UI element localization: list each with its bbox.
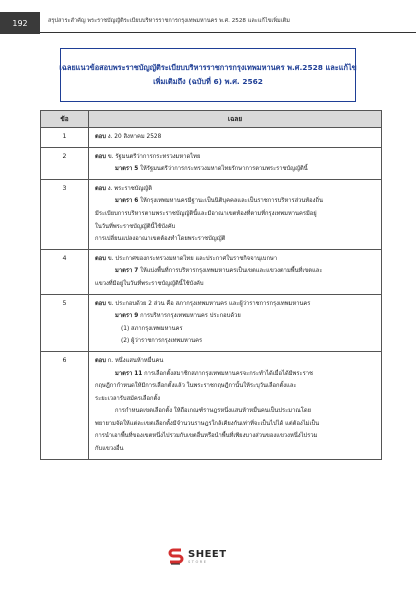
- answer-label: ตอบ: [95, 255, 106, 262]
- question-number: 3: [41, 179, 89, 249]
- page-header: [0, 12, 416, 34]
- answer-line: [95, 131, 375, 144]
- answer-text: ข. รัฐมนตรีว่าการกระทรวงมหาดไทย: [107, 153, 201, 160]
- table-row: [41, 351, 382, 459]
- answer-text: แขวงที่มีอยู่ในวันที่พระราชบัญญัตินี้ใช้บังคับ: [95, 280, 204, 287]
- answer-label: มาตรา 5: [115, 166, 139, 173]
- table-row: [41, 147, 382, 179]
- answer-text: ให้รัฐมนตรีว่าการกระทรวงมหาดไทยรักษาการตามพระราชบัญญัตินี้: [138, 166, 308, 173]
- question-number: 6: [41, 351, 89, 459]
- answer-line: [95, 163, 375, 176]
- question-number: 2: [41, 147, 89, 179]
- header-rule: [40, 32, 416, 33]
- answer-text: พยายามจัดให้แต่ละเขตเลือกตั้งมีจำนวนราษฎรใกล้เคียงกันเท่าที่จะเป็นไปได้ แต่ต้องไม่เป็น: [95, 420, 320, 427]
- answer-text: การเลือกตั้งสมาชิกสภากรุงเทพมหานครจะกระทำได้เมื่อได้มีพระราช: [142, 370, 313, 377]
- answer-line: [95, 278, 375, 291]
- answer-text: ให้แบ่งพื้นที่การบริหารกรุงเทพมหานครเป็นเขตและแขวงตามพื้นที่เขตและ: [138, 268, 323, 275]
- answer-label: มาตรา 6: [115, 198, 139, 205]
- answer-text: (2) ผู้ว่าราชการกรุงเทพมหานคร: [121, 338, 203, 345]
- answer-label: ตอบ: [95, 357, 106, 364]
- sheet-store-logo: [168, 546, 258, 568]
- answer-text: ข. ประกอบด้วย 2 ส่วน คือ สภากรุงเทพมหานคร และผู้ว่าราชการกรุงเทพมหานคร: [107, 300, 311, 307]
- answer-text: ก. หนึ่งแสนห้าหมื่นคน: [107, 357, 164, 364]
- title-line-2: เพิ่มเติมถึง (ฉบับที่ 6) พ.ศ. 2562: [153, 77, 263, 86]
- answer-line: [95, 233, 375, 246]
- answer-line: [95, 183, 375, 196]
- answer-line: [95, 298, 375, 311]
- answer-text: (1) สภากรุงเทพมหานคร: [121, 325, 183, 332]
- answer-line: [95, 221, 375, 234]
- answer-cell: [89, 128, 382, 148]
- question-number: 5: [41, 294, 89, 351]
- answer-text: ง. 20 สิงหาคม 2528: [107, 134, 162, 140]
- answer-line: [95, 195, 375, 208]
- logo-subtitle: STORE: [188, 560, 208, 564]
- answer-line: [95, 393, 375, 406]
- answer-line: [95, 405, 375, 418]
- answer-cell: [89, 294, 382, 351]
- table-row: [41, 294, 382, 351]
- answer-line: [95, 265, 375, 278]
- column-header-no: ข้อ: [41, 111, 89, 128]
- table-row: [41, 179, 382, 249]
- answer-label: ตอบ: [95, 153, 106, 160]
- page-number: 192: [0, 12, 40, 34]
- answer-line: [95, 430, 375, 443]
- answer-table: [40, 110, 382, 460]
- answer-text: ข. ประกาศของกระทรวงมหาดไทย และประกาศในราชกิจจานุเบกษา: [107, 255, 278, 262]
- answer-line: [95, 355, 375, 368]
- question-number: 1: [41, 128, 89, 148]
- question-number: 4: [41, 249, 89, 294]
- logo-s-icon: [168, 548, 184, 566]
- answer-label: มาตรา 9: [115, 313, 139, 320]
- answer-text: ให้กรุงเทพมหานครมีฐานะเป็นนิติบุคคลและเป็นราชการบริหารส่วนท้องถิ่น: [138, 198, 323, 205]
- answer-key-title-box: [60, 48, 356, 102]
- answer-label: ตอบ: [95, 134, 106, 140]
- answer-line: [95, 380, 375, 393]
- answer-line: [95, 310, 375, 323]
- answer-text: ในวันที่พระราชบัญญัตินี้ใช้บังคับ: [95, 223, 176, 230]
- answer-line: [95, 368, 375, 381]
- answer-cell: [89, 249, 382, 294]
- answer-label: ตอบ: [95, 185, 106, 192]
- logo-name: SHEET: [188, 549, 227, 560]
- table-row: [41, 249, 382, 294]
- title-line-1: เฉลยแนวข้อสอบพระราชบัญญัติระเบียบบริหารราชการกรุงเทพมหานคร พ.ศ.2528 และแก้ไข: [59, 63, 357, 72]
- answer-line: [95, 443, 375, 456]
- answer-text: การกำหนดเขตเลือกตั้ง ให้ถือเกณฑ์ราษฎรหนึ่งแสนห้าหมื่นคนเป็นประมาณโดย: [115, 408, 312, 415]
- answer-label: ตอบ: [95, 300, 106, 307]
- answer-line: [95, 323, 375, 336]
- answer-text: การนำเอาพื้นที่ของเขตหนึ่งไปรวมกับเขตอื่นหรือนำพื้นที่เพียงบางส่วนของแขวงหนึ่งไปรวม: [95, 433, 318, 440]
- answer-line: [95, 418, 375, 431]
- table-row: [41, 128, 382, 148]
- answer-label: มาตรา 11: [115, 370, 143, 377]
- answer-cell: [89, 179, 382, 249]
- answer-line: [95, 253, 375, 266]
- answer-cell: [89, 351, 382, 459]
- answer-text: กฤษฎีกากำหนดให้มีการเลือกตั้งแล้ว ในพระราชกฤษฎีกานั้นให้ระบุวันเลือกตั้งและ: [95, 383, 297, 390]
- answer-line: [95, 151, 375, 164]
- answer-text: กับแขวงอื่น: [95, 446, 124, 453]
- answer-label: มาตรา 7: [115, 268, 139, 275]
- table-header-row: [41, 111, 382, 128]
- answer-line: [95, 208, 375, 221]
- answer-text: การบริหารกรุงเทพมหานคร ประกอบด้วย: [138, 313, 241, 320]
- answer-line: [95, 335, 375, 348]
- answer-text: มีระเบียบการบริหารตามพระราชบัญญัตินี้และมีอาณาเขตท้องที่ตามที่กรุงเทพมหานครมีอยู่: [95, 210, 317, 217]
- answer-text: การเปลี่ยนแปลงอาณาเขตต้องทำโดยพระราชบัญญัติ: [95, 236, 226, 243]
- answer-text: ระยะเวลารับสมัครเลือกตั้ง: [95, 395, 161, 402]
- column-header-answer: เฉลย: [89, 111, 382, 128]
- answer-text: ง. พระราชบัญญัติ: [107, 185, 152, 192]
- answer-cell: [89, 147, 382, 179]
- running-header-text: สรุปสาระสำคัญ พระราชบัญญัติระเบียบบริหารราชการกรุงเทพมหานคร พ.ศ. 2528 และแก้ไขเพิ่มเติม: [48, 18, 290, 24]
